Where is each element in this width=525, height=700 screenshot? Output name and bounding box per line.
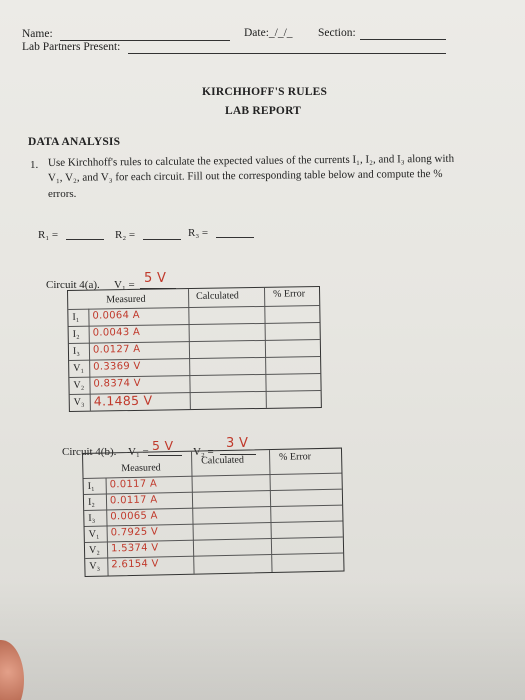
row-label: I₂	[72, 328, 80, 340]
r2-line	[143, 239, 181, 240]
circuit-b-v2-value: 3 V	[226, 436, 249, 451]
row-label: V₃	[89, 560, 101, 572]
row-label: I₂	[87, 496, 95, 508]
measured-value: 1.5374 V	[110, 542, 159, 555]
circuit-b-v1-label: V₁ =	[128, 446, 149, 458]
section-label: Section:	[318, 27, 356, 39]
measured-value: 0.3369 V	[93, 360, 141, 373]
circuit-b-v1-value: 5 V	[152, 438, 174, 453]
table-rule	[69, 339, 320, 344]
measured-value: 0.0117 A	[109, 478, 158, 491]
circuit-a-label: Circuit 4(a).	[46, 279, 100, 291]
section-line	[360, 39, 446, 40]
table-rule	[69, 373, 320, 378]
measured-value: 4.1485 V	[93, 392, 153, 409]
table-rule	[69, 356, 320, 361]
row-label: I₁	[87, 480, 95, 492]
row-label: V₁	[88, 528, 100, 540]
section-heading: DATA ANALYSIS	[28, 136, 121, 148]
measured-value: 2.6154 V	[111, 558, 159, 571]
circuit-b-label: Circuit 4(b).	[62, 446, 117, 458]
row-label: V₁	[73, 362, 85, 374]
row-label: I₃	[72, 345, 80, 357]
table-rule	[69, 322, 320, 327]
row-label: V₂	[88, 544, 100, 556]
lab-partners-label: Lab Partners Present:	[22, 41, 121, 53]
row-label: I₁	[72, 311, 80, 323]
page-shadow	[0, 580, 525, 700]
circuit-a-v1-label: V₁ =	[114, 279, 135, 291]
table-rule	[68, 305, 319, 310]
name-label: Name:	[22, 28, 53, 40]
measured-value: 0.7925 V	[110, 526, 159, 539]
report-subtitle: LAB REPORT	[225, 105, 302, 117]
measured-value: 0.0043 A	[92, 326, 141, 339]
measured-value: 0.8374 V	[93, 377, 141, 390]
header-measured: Measured	[121, 462, 161, 475]
r2-label: R₂ =	[115, 229, 136, 241]
circuit-b-table	[82, 448, 345, 577]
header-error: % Error	[273, 288, 306, 300]
item-number: 1.	[30, 159, 39, 171]
circuit-a-v1-value: 5 V	[144, 271, 167, 286]
date-label: Date:_/_/_	[244, 27, 293, 39]
header-calculated: Calculated	[201, 454, 245, 467]
row-label: I₃	[88, 512, 96, 524]
instruction-line-2: V₁, V₂, and V₃ for each circuit. Fill out the corresponding table below and compute the %	[47, 167, 443, 184]
r3-label: R₃ =	[188, 227, 209, 239]
measured-value: 0.0117 A	[109, 494, 158, 507]
measured-value: 0.0065 A	[110, 510, 158, 523]
measured-value: 0.0127 A	[92, 343, 141, 356]
measured-value: 0.0064 A	[92, 309, 140, 322]
header-calculated: Calculated	[196, 290, 239, 302]
header-measured: Measured	[106, 293, 146, 306]
circuit-b-v2-label: V₂ =	[193, 446, 214, 458]
r1-label: R₁ =	[38, 229, 59, 241]
instruction-line-3: errors.	[48, 188, 77, 200]
r3-line	[216, 237, 254, 238]
instruction-line-1: Use Kirchhoff's rules to calculate the expected values of the currents I₁, I₂, and I₃ along with	[47, 152, 455, 169]
row-label: V₃	[73, 396, 85, 408]
lab-partners-line	[128, 53, 446, 54]
report-title: KIRCHHOFF'S RULES	[202, 86, 328, 98]
header-error: % Error	[279, 451, 312, 463]
circuit-a-table	[67, 286, 322, 412]
row-label: V₂	[73, 379, 85, 391]
r1-line	[66, 239, 104, 240]
